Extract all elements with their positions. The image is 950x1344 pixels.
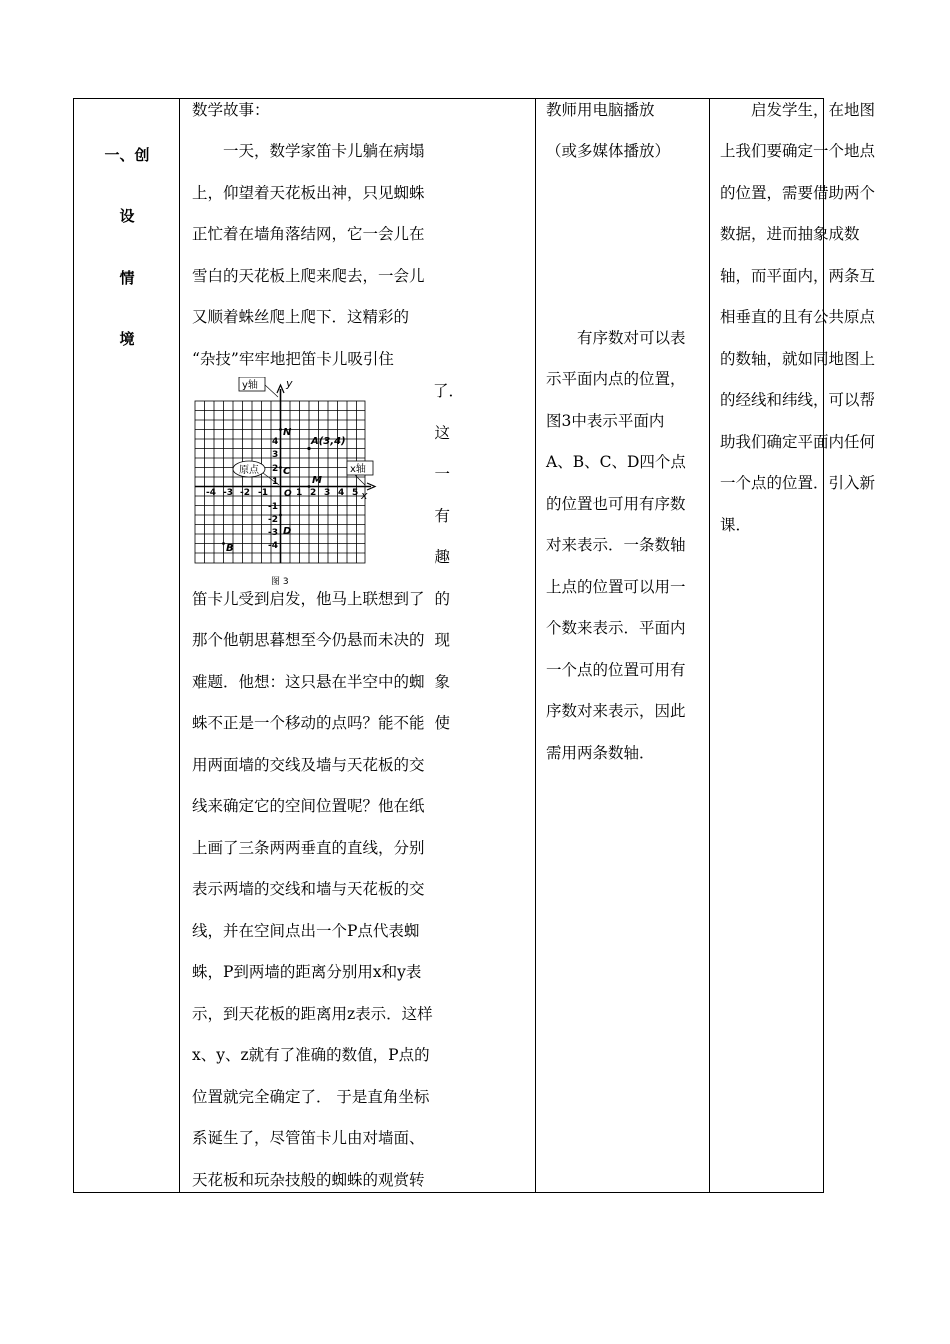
y-tick: -3: [268, 528, 278, 538]
section-line: 一、创: [104, 146, 150, 164]
y-tick: 4: [272, 437, 279, 447]
side-word: 的现: [434, 589, 464, 649]
story-line: 正忙着在墙角落结网，它一会儿在: [192, 225, 425, 243]
teacher-line: 序数对来表示，因此: [546, 702, 686, 720]
section-line: 设: [119, 207, 135, 225]
story-line: 雪白的天花板上爬来爬去，一会儿: [192, 267, 425, 285]
story-line: 难题．他想：这只悬在半空中的蜘: [192, 673, 425, 691]
figure-caption: 图 3: [271, 577, 289, 587]
y-tick: 3: [272, 450, 279, 460]
teacher-line: A、B、C、D四个点: [546, 453, 686, 471]
story-line: 一天，数学家笛卡儿躺在病塌: [223, 142, 425, 160]
origin-label: O: [284, 489, 292, 499]
story-line: 上，仰望着天花板出神，只见蜘蛛: [192, 184, 425, 202]
x-tick: 4: [338, 488, 345, 498]
intent-line: 上我们要确定一个地点: [720, 142, 876, 160]
y-tick: 2: [272, 464, 279, 474]
point-b-label: B: [226, 543, 234, 554]
teacher-line: 图3中表示平面内: [546, 412, 665, 430]
story-line: 位置就完全确定了． 于是直角坐标: [192, 1088, 430, 1106]
x-tick: 1: [296, 488, 303, 498]
intent-line: 轴，而平面内，两条互: [720, 267, 876, 285]
x-tick: 2: [310, 488, 317, 498]
intent-line: 一个点的位置．引入新: [720, 474, 876, 492]
point-m-label: M: [312, 475, 322, 486]
x-tick: -1: [258, 488, 268, 498]
x-axis-tag: x轴: [350, 464, 366, 475]
y-tick: 1: [272, 477, 279, 487]
teacher-line: 个数来表示．平面内: [546, 619, 686, 637]
teacher-line: 对来表示．一条数轴: [546, 536, 686, 554]
story-line: 示，到天花板的距离用z表示．这样: [192, 1005, 433, 1023]
side-word: 有趣: [434, 506, 464, 566]
teacher-line: 示平面内点的位置，: [546, 370, 686, 388]
intent-line: 课．: [720, 516, 752, 534]
point-n-label: N: [283, 427, 292, 438]
teacher-line: 教师用电脑播放: [546, 101, 655, 119]
point-d-label: D: [283, 526, 292, 537]
side-word: 这一: [434, 423, 464, 483]
x-tick: -3: [223, 488, 233, 498]
point-a-label: A(3,4): [311, 436, 346, 447]
section-line: 境: [119, 330, 135, 348]
story-line: x、y、z就有了准确的数值，P点的: [192, 1046, 430, 1064]
story-line: 表示两墙的交线和墙与天花板的交: [192, 880, 425, 898]
intent-line: 的经线和纬线，可以帮: [720, 391, 876, 409]
story-line: 线来确定它的空间位置呢？他在纸: [192, 797, 425, 815]
x-label: x: [361, 489, 368, 502]
section-column: [74, 99, 180, 1192]
y-axis-tag: y轴: [242, 380, 258, 391]
y-tick: -1: [268, 502, 278, 512]
side-word: 象使: [434, 672, 464, 732]
story-line: 又顺着蛛丝爬上爬下．这精彩的: [192, 308, 410, 326]
intent-line: 相垂直的且有公共原点: [720, 308, 876, 326]
side-word: 了．: [432, 382, 464, 400]
section-line: 情: [119, 269, 135, 287]
x-tick: -2: [240, 488, 250, 498]
lesson-table: [73, 98, 876, 1193]
y-label: y: [286, 377, 293, 390]
y-tick: -4: [268, 541, 278, 551]
story-line: 蛛，P到两墙的距离分别用x和y表: [192, 963, 422, 981]
teacher-line: 上点的位置可以用一: [546, 578, 686, 596]
origin-tag: 原点: [239, 465, 259, 476]
story-column: [180, 99, 536, 1192]
story-line: 那个他朝思暮想至今仍悬而未决的: [192, 631, 425, 649]
coordinate-figure: [187, 377, 377, 587]
story-line: 系诞生了，尽管笛卡儿由对墙面、: [192, 1129, 425, 1147]
x-tick: -4: [206, 488, 216, 498]
story-line: 用两面墙的交线及墙与天花板的交: [192, 756, 425, 774]
teacher-line: 需用两条数轴．: [546, 744, 655, 762]
story-line: 线，并在空间点出一个P点代表蜘: [192, 922, 420, 940]
teacher-line: （或多媒体播放）: [546, 142, 671, 160]
x-tick: 3: [324, 488, 331, 498]
story-line: 笛卡儿受到启发，他马上联想到了: [192, 590, 425, 608]
x-tick: 5: [352, 488, 359, 498]
point-c-label: C: [283, 466, 291, 477]
teacher-column: [536, 99, 710, 1192]
teacher-line: 一个点的位置可用有: [546, 661, 686, 679]
story-line: “杂技”牢牢地把笛卡儿吸引住: [192, 350, 394, 368]
intent-line: 启发学生，在地图: [751, 101, 876, 119]
teacher-line: 的位置也可用有序数: [546, 495, 686, 513]
teacher-line: 有序数对可以表: [577, 329, 686, 347]
intent-line: 的数轴，就如同地图上: [720, 350, 876, 368]
y-tick: -2: [268, 515, 278, 525]
story-heading: 数学故事：: [192, 101, 270, 119]
intent-line: 的位置，需要借助两个: [720, 184, 876, 202]
intent-column: [710, 99, 876, 1192]
intent-line: 助我们确定平面内任何: [720, 433, 876, 451]
intent-line: 数据，进而抽象成数: [720, 225, 860, 243]
story-line: 蛛不正是一个移动的点吗？能不能: [192, 714, 425, 732]
story-line: 天花板和玩杂技般的蜘蛛的观赏转: [192, 1171, 425, 1189]
story-line: 上画了三条两两垂直的直线，分别: [192, 839, 425, 857]
